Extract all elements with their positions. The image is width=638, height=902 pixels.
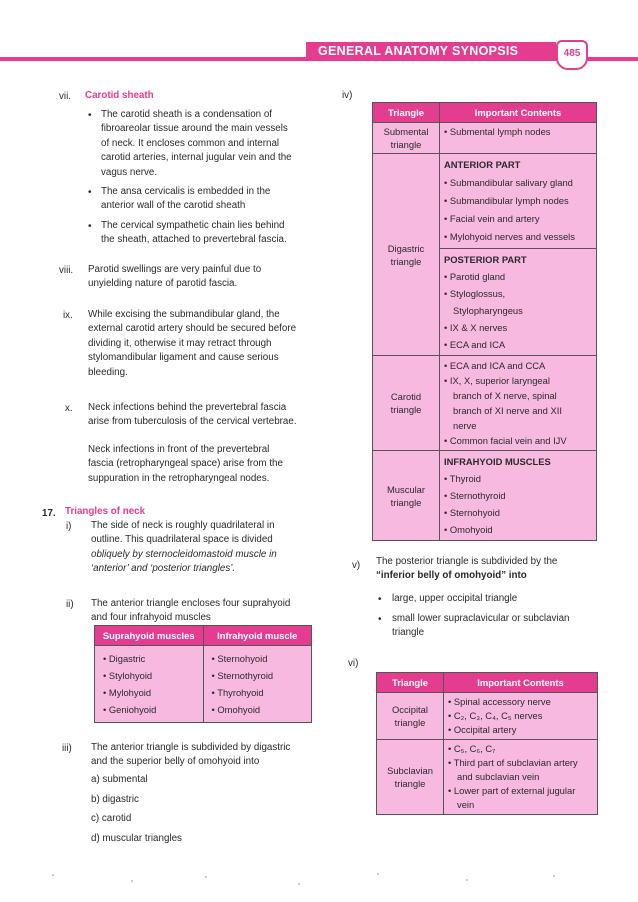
scan-speck (466, 879, 468, 881)
bullet-dot: • (88, 187, 92, 198)
carotid-triangle-cell: Carotid triangle (373, 356, 440, 451)
posterior-triangle-contents-table (376, 672, 598, 815)
item-number-v: v) (352, 560, 361, 571)
contents-header: Important Contents (440, 103, 597, 123)
neck-infection-paragraph-1: Neck infections behind the prevertebral fascia arise from tuberculosis of the cervical vertebrae. (88, 402, 297, 428)
posterior-triangle-paragraph: The posterior triangle is subdivided by the “inferior belly of omohyoid” into (376, 556, 558, 582)
running-title: GENERAL ANATOMY SYNOPSIS (318, 44, 519, 58)
subclavian-subdivision: small lower supraclavicular or subclavian triangle (392, 613, 570, 639)
bullet-dot: • (378, 614, 382, 625)
anterior-subdivision-list: a) submental b) digastric c) carotid d) muscular triangles (91, 774, 182, 844)
muscles-table (94, 625, 312, 723)
carotid-contents: • ECA and ICA and CCA • IX, X, superior laryngeal branch of X nerve, spinal branch of XI nerve and XII nerve • Common facial vein and IJV (440, 356, 597, 451)
suprahyoid-header: Suprahyoid muscles (95, 626, 204, 646)
contents-header-2: Important Contents (444, 673, 598, 693)
item-number-x: x. (65, 403, 73, 414)
item-number-vi: vi) (348, 658, 359, 669)
occipital-triangle-cell: Occipital triangle (377, 693, 444, 740)
subdivision-paragraph: The anterior triangle is subdivided by digastric and the superior belly of omohyoid into (91, 742, 291, 768)
bullet-dot: • (378, 594, 382, 605)
quadrilateral-paragraph: The side of neck is roughly quadrilateral in outline. This quadrilateral space is divided obliquely by sternocleidomastoid muscle in ‘anterior’ and ‘posterior triangles’. (91, 520, 277, 575)
carotid-sheath-heading: Carotid sheath (85, 90, 154, 101)
muscular-triangle-cell: Muscular triangle (373, 451, 440, 541)
neck-infection-paragraph-2: Neck infections in front of the prevertebral fascia (retropharyngeal space) arise from the suppuration in the retropharyngeal nodes. (88, 444, 283, 484)
carotid-sheath-bullet-3: The cervical sympathetic chain lies behind the sheath, attached to prevertebral fascia. (101, 220, 287, 246)
digastric-triangle-cell: Digastric triangle (373, 154, 440, 356)
section-number-17: 17. (42, 508, 56, 519)
item-number-iv: iv) (342, 90, 353, 101)
scan-speck (377, 873, 379, 875)
bullet-dot: • (88, 221, 92, 232)
scan-speck (205, 876, 207, 878)
scan-speck (52, 874, 54, 876)
anterior-triangle-paragraph: The anterior triangle encloses four suprahyoid and four infrahyoid muscles (91, 598, 291, 624)
scan-speck (131, 880, 133, 882)
sub-number-ii: ii) (66, 599, 74, 610)
carotid-sheath-bullet-2: The ansa cervicalis is embedded in the anterior wall of the carotid sheath (101, 186, 271, 212)
page-number-badge: 485 (556, 40, 588, 70)
triangle-header: Triangle (373, 103, 440, 123)
submental-contents: • Submental lymph nodes (440, 123, 597, 154)
bullet-dot: • (88, 110, 92, 121)
subclavian-contents: • C₅, C₆, C₇ • Third part of subclavian artery and subclavian vein • Lower part of external jugular vein (444, 740, 598, 815)
item-number-vii: vii. (59, 91, 71, 102)
parotid-paragraph: Parotid swellings are very painful due to unyielding nature of parotid fascia. (88, 264, 262, 290)
item-number-ix: ix. (63, 310, 73, 321)
occipital-subdivision: large, upper occipital triangle (392, 593, 518, 604)
muscular-contents: INFRAHYOID MUSCLES • Thyroid • Sternothyroid • Sternohyoid • Omohyoid (440, 451, 597, 541)
infrahyoid-header: Infrahyoid muscle (203, 626, 312, 646)
triangles-of-neck-heading: Triangles of neck (65, 506, 146, 517)
sub-number-iii: iii) (62, 743, 72, 754)
item-number-viii: viii. (59, 265, 74, 276)
digastric-anterior-contents: ANTERIOR PART • Submandibular salivary gland • Submandibular lymph nodes • Facial vein and artery • Mylohyoid nerves and vessels (440, 154, 597, 249)
scan-speck (298, 883, 300, 885)
submental-triangle-cell: Submental triangle (373, 123, 440, 154)
anterior-triangle-contents-table (372, 102, 597, 541)
triangle-header-2: Triangle (377, 673, 444, 693)
infrahyoid-list: • Sternohyoid • Sternothyroid • Thyrohyoid • Omohyoid (203, 646, 312, 723)
subclavian-triangle-cell: Subclavian triangle (377, 740, 444, 815)
submandibular-paragraph: While excising the submandibular gland, the external carotid artery should be secured before dividing it, otherwise it may retract through stylomandibular ligament and cause serious bleeding. (88, 309, 297, 378)
digastric-posterior-contents: POSTERIOR PART • Parotid gland • Styloglossus, Stylopharyngeus • IX & X nerves • ECA and ICA (440, 249, 597, 356)
carotid-sheath-bullet-1: The carotid sheath is a condensation of fibroareolar tissue around the main vessels of neck. It encloses common and internal carotid arteries, internal jugular vein and the vagus nerve. (101, 109, 292, 178)
scan-speck (553, 875, 555, 877)
suprahyoid-list: • Digastric • Stylohyoid • Mylohyoid • Geniohyoid (95, 646, 204, 723)
sub-number-i: i) (66, 521, 72, 532)
occipital-contents: • Spinal accessory nerve • C₂, C₃, C₄, C₅ nerves • Occipital artery (444, 693, 598, 740)
